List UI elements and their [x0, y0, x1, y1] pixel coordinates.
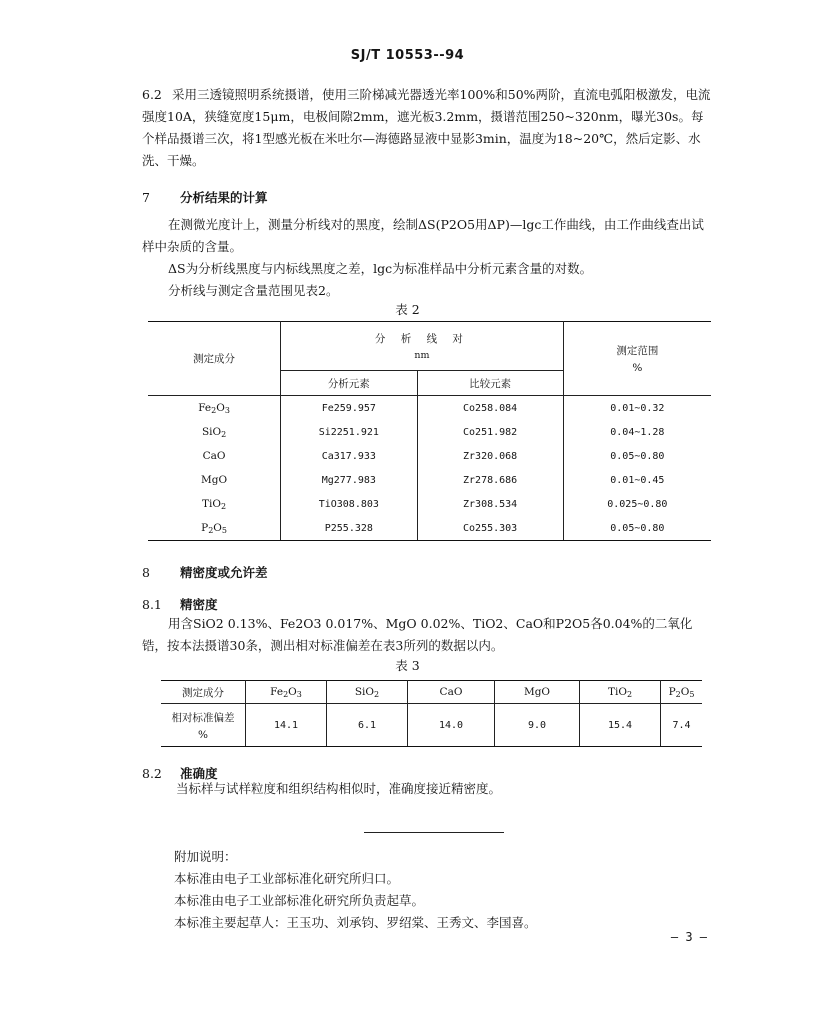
- notes-line: 本标准主要起草人：王玉功、刘承钧、罗绍棠、王秀文、李国喜。: [174, 915, 537, 930]
- table-2: [148, 321, 711, 541]
- table-3-value: 15.4: [580, 704, 661, 747]
- section-7-number: 7: [142, 190, 150, 205]
- section-8-1-title: 精密度: [180, 597, 218, 612]
- table-row: [148, 468, 711, 492]
- table-2-analysis-line: TiO308.803: [281, 492, 417, 516]
- table-3-column-header: MgO: [495, 681, 580, 704]
- section-6-2-text: 采用三透镜照明系统摄谱，使用三阶梯减光器透光率100%和50%两阶，直流电弧阳极激发，电流强度10A，狭缝宽度15μm，电极间隙2mm，遮光板3.2mm，摄谱范围250~320nm，曝光30s。每个样品摄谱三次，将1型感光板在米吐尔—海德路显液中显影3min，温度为18~20℃，然后定影、水洗、干燥。: [142, 87, 711, 168]
- table-2-header-compare: 比较元素: [417, 371, 563, 396]
- notes-line: 本标准由电子工业部标准化研究所负责起草。: [174, 893, 425, 908]
- table-2-header-range-label: 测定范围: [616, 345, 659, 357]
- section-8-title: 精密度或允许差: [180, 565, 268, 580]
- table-3-value: 9.0: [495, 704, 580, 747]
- table-2-range: 0.025~0.80: [607, 498, 668, 510]
- section-7-paragraph-1: 在测微光度计上，测量分析线对的黑度，绘制ΔS(P2O5用ΔP)—lgc工作曲线，由工作曲线查出试样中杂质的含量。: [142, 217, 704, 254]
- table-row: [148, 396, 711, 421]
- table-2-compare-line: Zr278.686: [417, 468, 563, 492]
- table-2-compare-line: Co251.982: [417, 420, 563, 444]
- table-row: [148, 444, 711, 468]
- page-number: — 3 —: [670, 930, 707, 944]
- table-3-caption: 表 3: [395, 658, 420, 673]
- table-3-row-label-rsd: [161, 704, 246, 747]
- notes-line: 本标准由电子工业部标准化研究所归口。: [174, 871, 400, 886]
- table-2-compare-line: Co258.084: [417, 396, 563, 421]
- table-2-range: 0.05~0.80: [563, 516, 711, 541]
- table-2-component: MgO: [148, 468, 281, 492]
- table-2-range: 0.04~1.28: [610, 426, 665, 438]
- section-8-2-paragraph: 当标样与试样粒度和组织结构相似时，准确度接近精密度。: [176, 781, 502, 796]
- table-2-analysis-line: Mg277.983: [281, 468, 417, 492]
- table-2-component: $P_2O_5$: [148, 516, 281, 541]
- section-8-2-title: 准确度: [180, 766, 218, 781]
- table-row: [148, 420, 711, 444]
- table-3-value: 7.4: [661, 704, 703, 747]
- table-3-value: 14.1: [246, 704, 327, 747]
- table-2-component: $Fe_2O_3$: [148, 396, 281, 421]
- table-2-component: CaO: [148, 444, 281, 468]
- table-2-header-range: [563, 322, 711, 396]
- table-3: [161, 680, 702, 747]
- table-2-range: 0.05~0.80: [610, 450, 665, 462]
- table-2-header-component: 测定成分: [148, 322, 281, 396]
- table-3-column-header: SiO$_2$: [327, 681, 408, 704]
- table-row: [148, 516, 711, 541]
- table-2-compare-line: Zr308.534: [417, 492, 563, 516]
- table-2-component: SiO$_2$: [148, 420, 281, 444]
- table-3-value: 6.1: [327, 704, 408, 747]
- section-7-heading: [142, 188, 268, 206]
- table-2-component: TiO$_2$: [148, 492, 281, 516]
- table-3-rsd-unit: %: [198, 728, 208, 741]
- table-2-analysis-line: P255.328: [281, 516, 417, 541]
- table-2-compare-line: Co255.303: [417, 516, 563, 541]
- table-3-column-header: $Fe_2O_3$: [246, 681, 327, 704]
- table-2-analysis-line: Fe259.957: [281, 396, 417, 421]
- table-row: [161, 704, 702, 747]
- table-row: [148, 492, 711, 516]
- divider-rule: [364, 832, 504, 833]
- table-3-row-label-component: 测定成分: [161, 681, 246, 704]
- notes-title: 附加说明：: [174, 849, 237, 864]
- table-3-column-header: CaO: [408, 681, 495, 704]
- table-3-rsd-label: 相对标准偏差: [171, 711, 235, 724]
- table-2-header-analysis: 分析元素: [281, 371, 417, 396]
- table-2-analysis-line: Ca317.933: [281, 444, 417, 468]
- section-8-heading: [142, 563, 268, 581]
- table-2-header-lines: [281, 322, 564, 371]
- table-2-header-lines-unit: nm: [414, 350, 430, 361]
- section-7-paragraph-2: ΔS为分析线黑度与内标线黑度之差，lgc为标准样品中分析元素含量的对数。: [168, 261, 593, 276]
- section-8-1-number: 8.1: [142, 597, 162, 612]
- section-6-2-paragraph: [142, 84, 714, 172]
- table-3-column-header: TiO$_2$: [580, 681, 661, 704]
- table-3-value: 14.0: [408, 704, 495, 747]
- section-6-2-number: 6.2: [142, 87, 162, 102]
- table-row: [161, 681, 702, 704]
- standard-number-header: SJ/T 10553--94: [350, 48, 465, 63]
- section-7-title: 分析结果的计算: [180, 190, 268, 205]
- table-2-caption: 表 2: [395, 302, 420, 317]
- table-2-compare-line: Zr320.068: [417, 444, 563, 468]
- section-8-2-number: 8.2: [142, 766, 162, 781]
- table-2-header-lines-label: 分 析 线 对: [374, 333, 469, 345]
- section-8-1-heading: [142, 595, 218, 613]
- table-2-header-range-unit: %: [632, 362, 643, 374]
- section-7-paragraph-3: 分析线与测定含量范围见表2。: [168, 283, 339, 298]
- additional-notes: [174, 846, 537, 934]
- table-3-column-header: $P_2O_5$: [661, 681, 703, 704]
- section-8-number: 8: [142, 565, 150, 580]
- table-2-range: 0.01~0.45: [610, 474, 665, 486]
- table-2-range: 0.01~0.32: [610, 402, 665, 414]
- section-8-1-paragraph: 用含SiO2 0.13%、Fe2O3 0.017%、MgO 0.02%、TiO2、CaO和P2O5各0.04%的二氧化锆，按本法摄谱30条，测出相对标准偏差在表3所列的数据以内。: [142, 616, 693, 653]
- table-2-analysis-line: Si2251.921: [281, 420, 417, 444]
